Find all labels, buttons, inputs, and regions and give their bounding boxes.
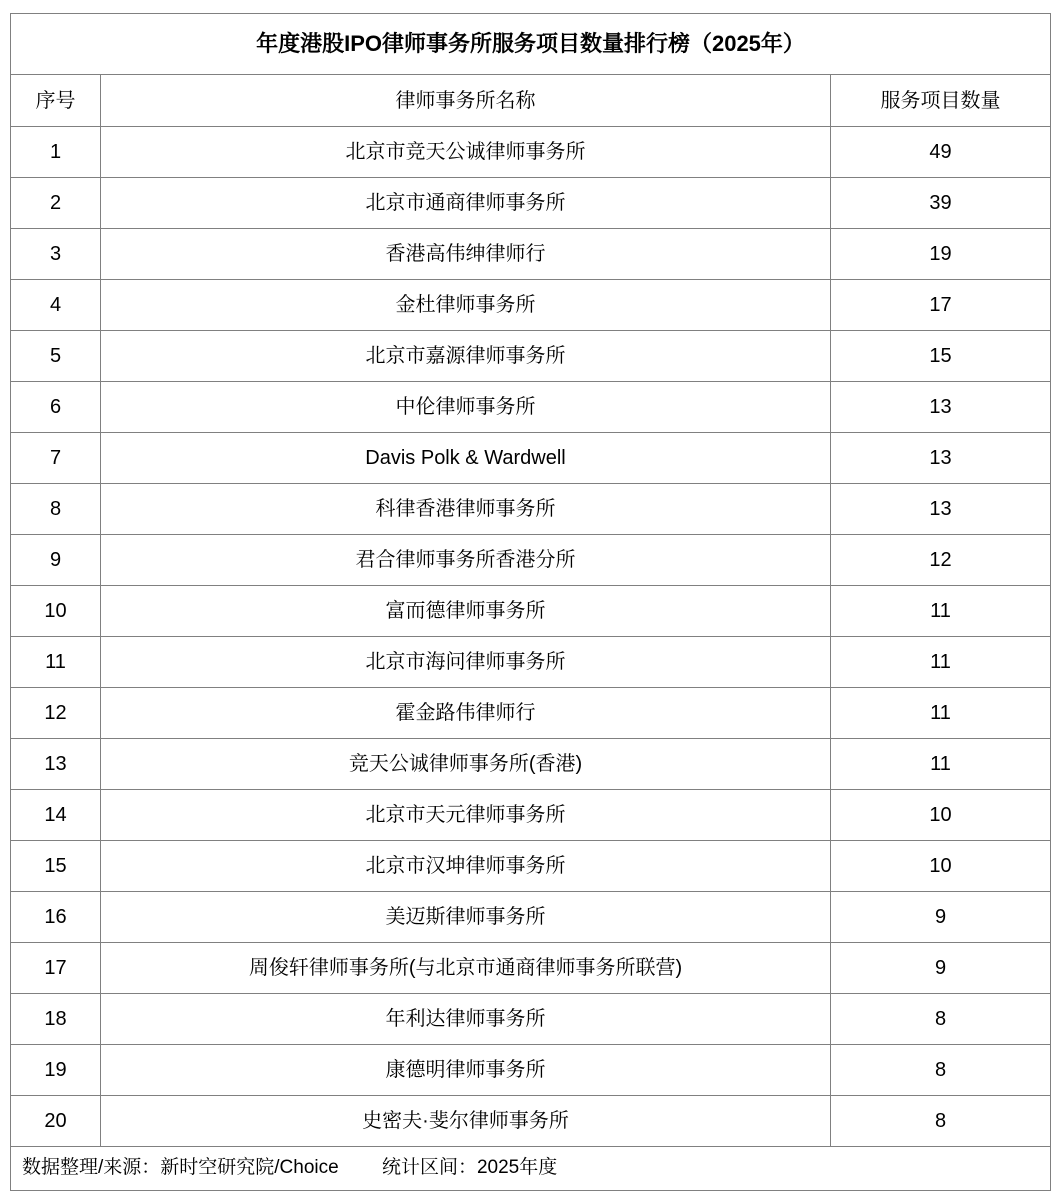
table-row [11, 382, 1051, 433]
rank-cell: 14 [11, 790, 101, 841]
footer-row [11, 1147, 1051, 1191]
rank-cell: 5 [11, 331, 101, 382]
firm-cell: 北京市海问律师事务所 [101, 637, 831, 688]
title-row [11, 14, 1051, 75]
rank-cell: 19 [11, 1045, 101, 1096]
firm-cell: 科律香港律师事务所 [101, 484, 831, 535]
firm-cell: 年利达律师事务所 [101, 994, 831, 1045]
count-cell: 11 [831, 688, 1051, 739]
count-cell: 13 [831, 484, 1051, 535]
count-cell: 19 [831, 229, 1051, 280]
firm-cell: 竞天公诚律师事务所(香港) [101, 739, 831, 790]
table-body [11, 127, 1051, 1147]
table-row [11, 127, 1051, 178]
table-row [11, 535, 1051, 586]
table-row [11, 892, 1051, 943]
firm-cell: Davis Polk & Wardwell [101, 433, 831, 484]
table-row [11, 943, 1051, 994]
firm-cell: 香港高伟绅律师行 [101, 229, 831, 280]
count-cell: 8 [831, 994, 1051, 1045]
table-row [11, 280, 1051, 331]
rank-cell: 12 [11, 688, 101, 739]
table-row [11, 790, 1051, 841]
page-title: 年度港股IPO律师事务所服务项目数量排行榜（2025年） [11, 14, 1051, 75]
rank-cell: 2 [11, 178, 101, 229]
table-row [11, 1096, 1051, 1147]
count-cell: 9 [831, 892, 1051, 943]
table-row [11, 229, 1051, 280]
rank-cell: 15 [11, 841, 101, 892]
rank-cell: 1 [11, 127, 101, 178]
column-header-rank: 序号 [11, 75, 101, 127]
firm-cell: 北京市通商律师事务所 [101, 178, 831, 229]
table-row [11, 178, 1051, 229]
firm-cell: 北京市嘉源律师事务所 [101, 331, 831, 382]
count-cell: 13 [831, 433, 1051, 484]
count-cell: 8 [831, 1045, 1051, 1096]
firm-cell: 北京市汉坤律师事务所 [101, 841, 831, 892]
column-header-row [11, 75, 1051, 127]
firm-cell: 美迈斯律师事务所 [101, 892, 831, 943]
rank-cell: 8 [11, 484, 101, 535]
rank-cell: 6 [11, 382, 101, 433]
firm-cell: 君合律师事务所香港分所 [101, 535, 831, 586]
rank-cell: 7 [11, 433, 101, 484]
column-header-count: 服务项目数量 [831, 75, 1051, 127]
table-row [11, 331, 1051, 382]
firm-cell: 北京市竞天公诚律师事务所 [101, 127, 831, 178]
stat-period-note: 统计区间：2025年度 [381, 1157, 558, 1179]
table-row [11, 994, 1051, 1045]
count-cell: 49 [831, 127, 1051, 178]
table-row [11, 739, 1051, 790]
rank-cell: 10 [11, 586, 101, 637]
table-footer [11, 1147, 1051, 1191]
rank-cell: 17 [11, 943, 101, 994]
data-source-note: 数据整理/来源：新时空研究院/Choice [22, 1157, 339, 1179]
rank-cell: 3 [11, 229, 101, 280]
table-row [11, 688, 1051, 739]
table-row [11, 1045, 1051, 1096]
rank-cell: 4 [11, 280, 101, 331]
count-cell: 11 [831, 637, 1051, 688]
firm-cell: 霍金路伟律师行 [101, 688, 831, 739]
firm-cell: 富而德律师事务所 [101, 586, 831, 637]
rank-cell: 11 [11, 637, 101, 688]
firm-cell: 中伦律师事务所 [101, 382, 831, 433]
rank-cell: 16 [11, 892, 101, 943]
count-cell: 9 [831, 943, 1051, 994]
firm-cell: 金杜律师事务所 [101, 280, 831, 331]
firm-cell: 史密夫·斐尔律师事务所 [101, 1096, 831, 1147]
table-row [11, 484, 1051, 535]
rank-cell: 20 [11, 1096, 101, 1147]
count-cell: 39 [831, 178, 1051, 229]
count-cell: 15 [831, 331, 1051, 382]
count-cell: 10 [831, 841, 1051, 892]
count-cell: 11 [831, 739, 1051, 790]
table-row [11, 433, 1051, 484]
count-cell: 10 [831, 790, 1051, 841]
column-header-firm: 律师事务所名称 [101, 75, 831, 127]
count-cell: 8 [831, 1096, 1051, 1147]
count-cell: 17 [831, 280, 1051, 331]
rank-cell: 13 [11, 739, 101, 790]
count-cell: 13 [831, 382, 1051, 433]
firm-cell: 北京市天元律师事务所 [101, 790, 831, 841]
firm-cell: 康德明律师事务所 [101, 1045, 831, 1096]
rank-cell: 18 [11, 994, 101, 1045]
count-cell: 11 [831, 586, 1051, 637]
count-cell: 12 [831, 535, 1051, 586]
firm-cell: 周俊轩律师事务所(与北京市通商律师事务所联营) [101, 943, 831, 994]
table-row [11, 637, 1051, 688]
rank-cell: 9 [11, 535, 101, 586]
ranking-table [10, 13, 1051, 1191]
table-row [11, 841, 1051, 892]
table-row [11, 586, 1051, 637]
